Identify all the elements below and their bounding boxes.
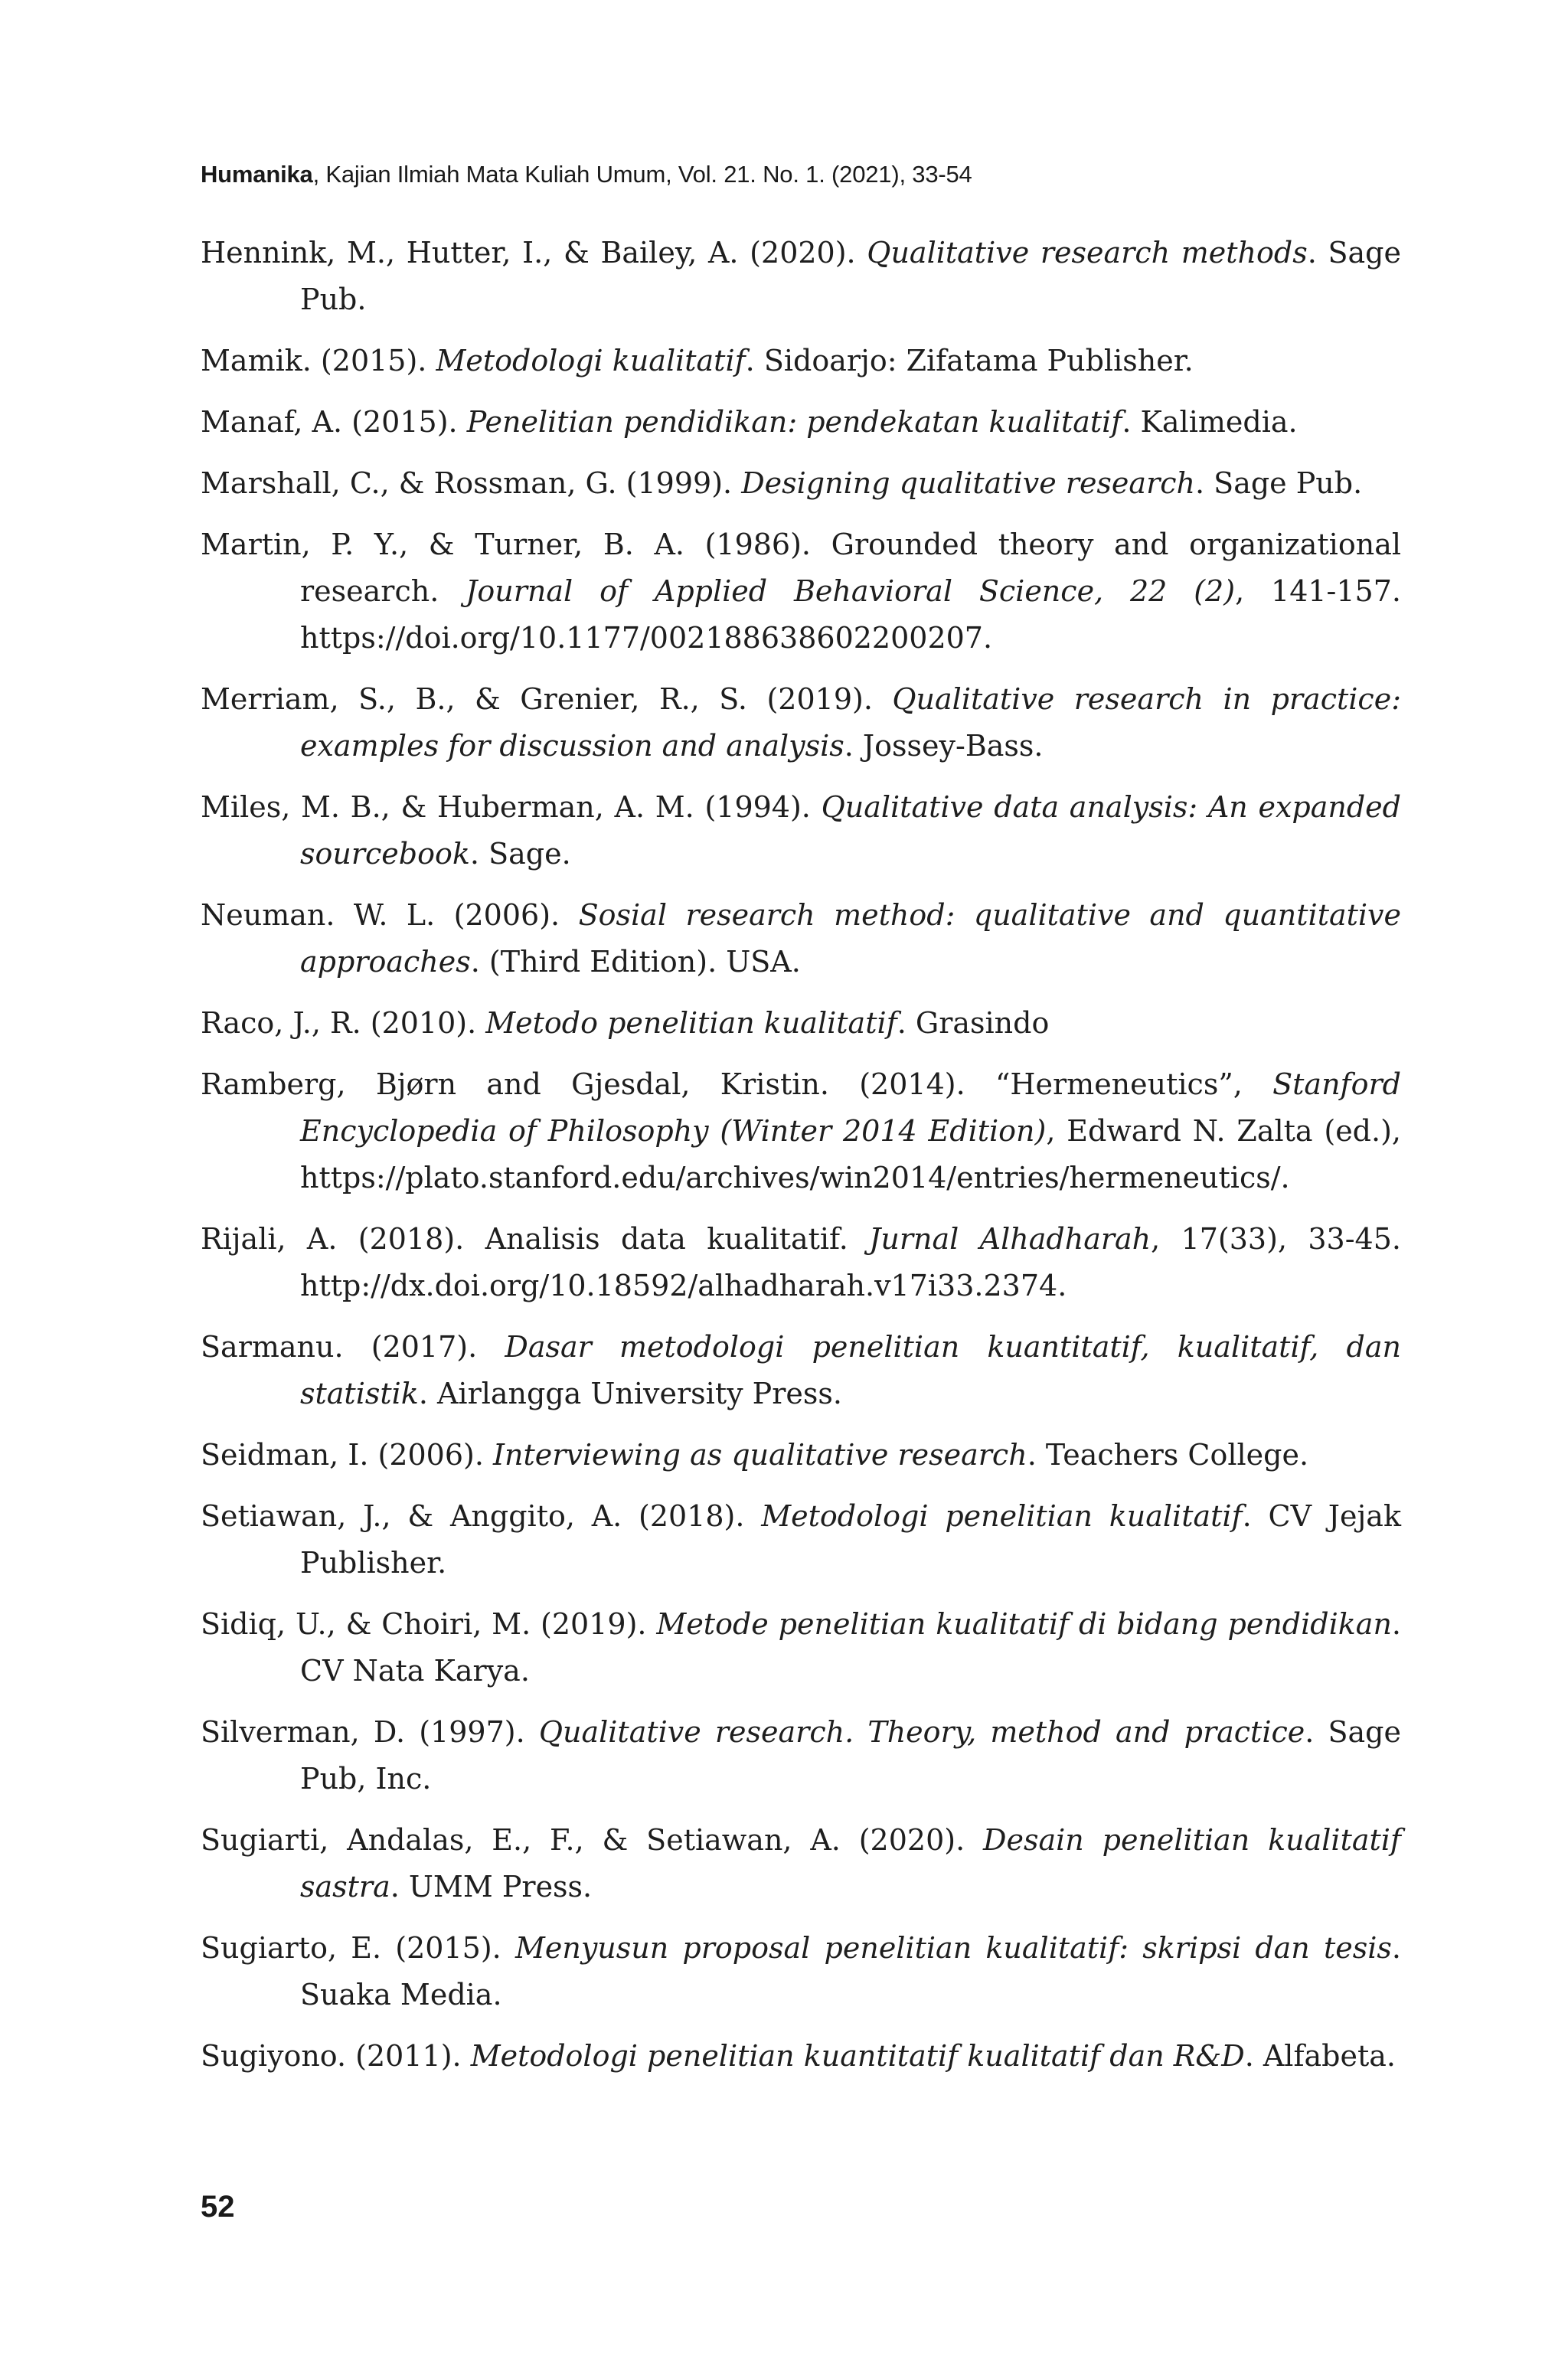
ref-lead: Silverman, D. (1997).: [201, 1715, 539, 1749]
ref-title: Interviewing as qualitative research: [493, 1438, 1027, 1472]
reference-entry: [201, 460, 1401, 507]
ref-tail: . CV Jejak Publisher.: [300, 1499, 1401, 1580]
ref-tail: . CV Nata Karya.: [300, 1607, 1402, 1688]
ref-tail: . Sage Pub.: [1195, 466, 1363, 500]
ref-title: Metodologi kualitatif: [436, 344, 746, 377]
reference-entry: [201, 230, 1401, 323]
reference-entry: [201, 1817, 1401, 1910]
ref-tail: . Sage Pub, Inc.: [300, 1715, 1401, 1796]
ref-title: Metode penelitian kualitatif di bidang pendidikan: [656, 1607, 1392, 1641]
ref-title: Metodo penelitian kualitatif: [485, 1006, 897, 1040]
ref-tail: . Sage.: [469, 837, 571, 871]
reference-entry: [201, 676, 1401, 770]
ref-lead: Raco, J., R. (2010).: [201, 1006, 486, 1040]
ref-title: Metodologi penelitian kuantitatif kualitatif dan R&D: [470, 2039, 1245, 2073]
reference-entry: [201, 2033, 1401, 2080]
ref-title: Dasar metodologi penelitian kuantitatif, kualitatif, dan statistik: [300, 1330, 1401, 1410]
ref-lead: Marshall, C., & Rossman, G. (1999).: [201, 466, 742, 500]
ref-lead: Sugiyono. (2011).: [201, 2039, 471, 2073]
ref-tail: . Sidoarjo: Zifatama Publisher.: [745, 344, 1194, 377]
reference-entry: [201, 1493, 1401, 1587]
ref-lead: Miles, M. B., & Huberman, A. M. (1994).: [201, 790, 822, 824]
ref-lead: Rijali, A. (2018). Analisis data kualitatif.: [201, 1222, 870, 1256]
ref-lead: Sarmanu. (2017).: [201, 1330, 505, 1364]
reference-entry: [201, 1709, 1401, 1802]
ref-tail: . Kalimedia.: [1122, 405, 1298, 439]
ref-tail: , Edward N. Zalta (ed.), https://plato.stanford.edu/archives/win2014/entries/hermeneutics/.: [300, 1114, 1401, 1194]
ref-lead: Sidiq, U., & Choiri, M. (2019).: [201, 1607, 657, 1641]
ref-tail: . Airlangga University Press.: [418, 1377, 842, 1410]
running-header: [201, 161, 972, 188]
ref-lead: Manaf, A. (2015).: [201, 405, 467, 439]
ref-lead: Neuman. W. L. (2006).: [201, 898, 579, 932]
reference-entry: [201, 784, 1401, 877]
ref-title: Metodologi penelitian kualitatif: [761, 1499, 1243, 1533]
ref-lead: Setiawan, J., & Anggito, A. (2018).: [201, 1499, 762, 1533]
ref-lead: Hennink, M., Hutter, I., & Bailey, A. (2020).: [201, 236, 867, 270]
ref-tail: . Sage Pub.: [300, 236, 1401, 316]
ref-tail: . Grasindo: [897, 1006, 1050, 1040]
ref-title: Qualitative research. Theory, method and practice: [538, 1715, 1305, 1749]
ref-title: Menyusun proposal penelitian kualitatif: skripsi dan tesis: [514, 1931, 1392, 1965]
reference-entry: [201, 1925, 1401, 2018]
reference-entry: [201, 1216, 1401, 1309]
ref-lead: Martin, P. Y., & Turner, B. A. (1986). Grounded theory and organizational research.: [201, 528, 1401, 608]
ref-title: Designing qualitative research: [741, 466, 1195, 500]
ref-title: Stanford Encyclopedia of Philosophy (Winter 2014 Edition): [300, 1067, 1401, 1148]
ref-lead: Sugiarto, E. (2015).: [201, 1931, 515, 1965]
ref-tail: . Teachers College.: [1027, 1438, 1309, 1472]
ref-title: Journal of Applied Behavioral Science, 22 (2): [466, 574, 1236, 608]
journal-details: , Kajian Ilmiah Mata Kuliah Umum, Vol. 21. No. 1. (2021), 33-54: [312, 161, 972, 188]
reference-entry: [201, 1061, 1401, 1201]
reference-entry: [201, 338, 1401, 384]
ref-lead: Mamik. (2015).: [201, 344, 436, 377]
ref-title: Qualitative data analysis: An expanded sourcebook: [300, 790, 1401, 871]
reference-entry: [201, 1601, 1401, 1694]
reference-entry: [201, 1432, 1401, 1479]
ref-title: Sosial research method: qualitative and quantitative approaches: [300, 898, 1402, 979]
ref-tail: , 141-157. https://doi.org/10.1177/002188638602200207.: [300, 574, 1401, 655]
ref-tail: . Alfabeta.: [1244, 2039, 1396, 2073]
reference-entry: [201, 521, 1401, 662]
ref-lead: Sugiarti, Andalas, E., F., & Setiawan, A. (2020).: [201, 1823, 984, 1857]
reference-entry: [201, 1000, 1401, 1047]
ref-lead: Seidman, I. (2006).: [201, 1438, 494, 1472]
ref-tail: . (Third Edition). USA.: [470, 945, 801, 979]
ref-title: Qualitative research in practice: examples for discussion and analysis: [300, 682, 1401, 763]
ref-tail: . UMM Press.: [390, 1870, 593, 1904]
ref-title: Penelitian pendidikan: pendekatan kualitatif: [466, 405, 1122, 439]
reference-list: [201, 230, 1401, 2094]
page-number: 52: [201, 2190, 235, 2224]
reference-entry: [201, 399, 1401, 446]
ref-title: Desain penelitian kualitatif sastra: [300, 1823, 1401, 1904]
ref-title: Jurnal Alhadharah: [869, 1222, 1152, 1256]
reference-entry: [201, 892, 1401, 985]
ref-tail: , 17(33), 33-45. http://dx.doi.org/10.18592/alhadharah.v17i33.2374.: [300, 1222, 1401, 1302]
reference-entry: [201, 1324, 1401, 1417]
ref-lead: Ramberg, Bjørn and Gjesdal, Kristin. (2014). “Hermeneutics”,: [201, 1067, 1273, 1101]
ref-tail: . Suaka Media.: [300, 1931, 1402, 2011]
ref-title: Qualitative research methods: [867, 236, 1308, 270]
journal-name: Humanika: [201, 161, 313, 188]
ref-tail: . Jossey-Bass.: [844, 729, 1044, 763]
ref-lead: Merriam, S., B., & Grenier, R., S. (2019).: [201, 682, 893, 716]
